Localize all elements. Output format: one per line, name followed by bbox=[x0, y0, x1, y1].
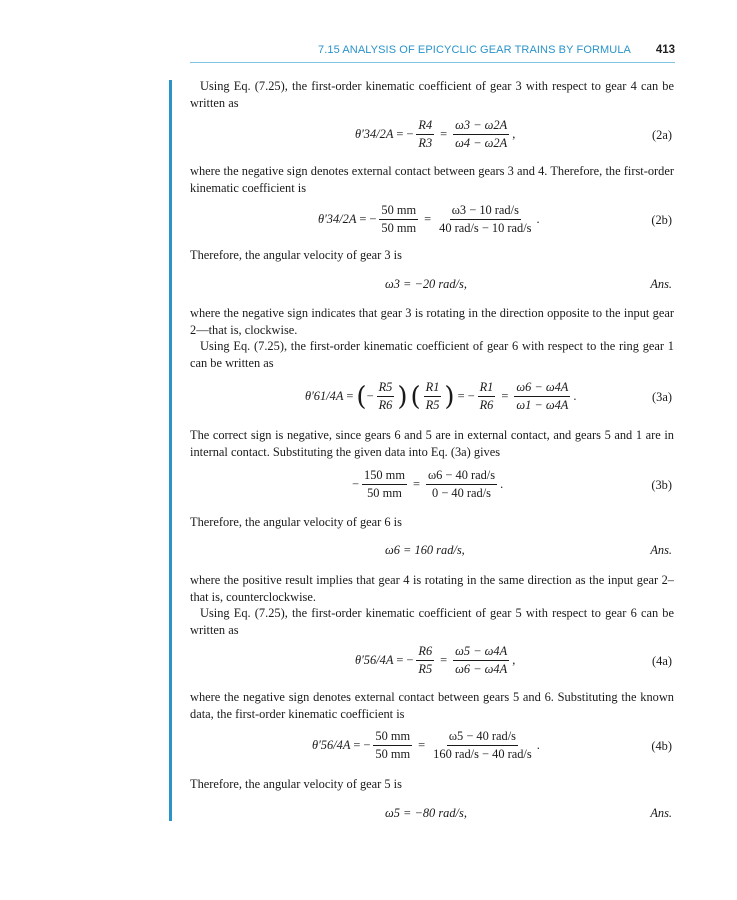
paragraph: where the negative sign denotes external contact between gears 3 and 4. Therefore, the first-order kinematic coefficient is bbox=[190, 164, 674, 195]
equation-number: (3b) bbox=[651, 478, 672, 492]
paragraph: where the negative sign indicates that gear 3 is rotating in the direction opposite to the input gear 2—that is, clockwise. bbox=[190, 306, 674, 337]
fraction: $\frac{R1}{R6}$ bbox=[479, 380, 494, 412]
paragraph: Therefore, the angular velocity of gear 3 is bbox=[190, 248, 402, 262]
ans-tag: Ans. bbox=[650, 806, 672, 820]
fraction: $\frac{\text{ω3 − 10 rad/s}}{\text{40 rad/s − 10 rad/s}}$ bbox=[439, 203, 532, 235]
equation-2a: θ′34/2A = − $\frac{R4}{R3}$ = $\frac{\omega 3 - \omega 2A}{\omega 4 - \omega 2A}$ , (2a) bbox=[355, 118, 672, 150]
fraction: $\frac{150 mm}{50 mm}$ bbox=[364, 468, 405, 500]
equation-2b: θ′34/2A = − $\frac{50 mm}{50 mm}$ = $\frac{\text{ω3 − 10 rad/s}}{\text{40 rad/s − 10 rad/s}}$ . (2b) bbox=[318, 203, 672, 235]
ans-tag: Ans. bbox=[650, 543, 672, 557]
answer-omega5 bbox=[190, 806, 674, 824]
fraction: $\frac{R1}{R5}$ bbox=[425, 380, 440, 412]
eq-lhs: θ′56/4A bbox=[355, 653, 394, 667]
paragraph: The correct sign is negative, since gears 6 and 5 are in external contact, and gears 5 and 1 are in internal contact. Substituting the given data into Eq. (3a) gives bbox=[190, 428, 674, 459]
section-title: 7.15 ANALYSIS OF EPICYCLIC GEAR TRAINS BY FORMULA bbox=[318, 44, 631, 56]
equation-4a: θ′56/4A = − $\frac{R6}{R5}$ = $\frac{\omega 5 - \omega 4A}{\omega 6 - \omega 4A}$ , (4a) bbox=[355, 644, 672, 676]
fraction: $\frac{\text{ω5 − 40 rad/s}}{\text{160 rad/s − 40 rad/s}}$ bbox=[433, 729, 532, 761]
equation-4b: θ′56/4A = − $\frac{50 mm}{50 mm}$ = $\frac{\text{ω5 − 40 rad/s}}{\text{160 rad/s − 40 rad/s}}$ . (4b) bbox=[312, 729, 672, 761]
eq-lhs: θ′34/2A bbox=[355, 127, 394, 141]
paragraph: where the negative sign denotes external contact between gears 5 and 6. Substituting the known data, the first-order kinematic coefficient is bbox=[190, 690, 674, 721]
fraction: $\frac{R4}{R3}$ bbox=[418, 118, 433, 150]
eq-lhs: θ′34/2A bbox=[318, 212, 357, 226]
equation-number: (4a) bbox=[652, 654, 672, 668]
fraction: $\frac{\text{ω6 − 40 rad/s}}{\text{0 − 40 rad/s}}$ bbox=[427, 468, 496, 500]
paragraph: Therefore, the angular velocity of gear 6 is bbox=[190, 515, 402, 529]
answer-omega3 bbox=[190, 277, 674, 295]
paragraph: Using Eq. (7.25), the first-order kinematic coefficient of gear 6 with respect to the ring gear 1 can be written as bbox=[190, 339, 674, 370]
equation-3a: θ′61/4A = ( − $\frac{R5}{R6}$ ) ( $\frac{R1}{R5}$ ) = − $\frac{R1}{R6}$ = $\frac{\omega 6 - \omega 4A}{\omega 1 - \omega 4A}$ . (3a) bbox=[305, 380, 672, 412]
equation-number: (2a) bbox=[652, 128, 672, 142]
answer-omega6 bbox=[190, 543, 674, 561]
paragraph: where the positive result implies that gear 4 is rotating in the same direction as the input gear 2–that is, counterclockwise. bbox=[190, 573, 674, 604]
result: ω5 = −80 rad/s, bbox=[385, 806, 467, 820]
equation-number: (2b) bbox=[651, 213, 672, 227]
paragraph: Using Eq. (7.25), the first-order kinematic coefficient of gear 5 with respect to gear 6 can be written as bbox=[190, 606, 674, 637]
fraction: $\frac{R5}{R6}$ bbox=[378, 380, 393, 412]
paragraph: Using Eq. (7.25), the first-order kinematic coefficient of gear 3 with respect to gear 4 can be written as bbox=[190, 79, 674, 110]
fraction: $\frac{50 mm}{50 mm}$ bbox=[375, 729, 411, 761]
fraction: $\frac{\omega 6 - \omega 4A}{\omega 1 - \omega 4A}$ bbox=[516, 380, 569, 412]
equation-number: (3a) bbox=[652, 390, 672, 404]
fraction: $\frac{R6}{R5}$ bbox=[418, 644, 433, 676]
fraction: $\frac{\omega 3 - \omega 2A}{\omega 4 - \omega 2A}$ bbox=[455, 118, 508, 150]
eq-lhs: θ′61/4A bbox=[305, 389, 344, 403]
page-number: 413 bbox=[655, 44, 675, 56]
ans-tag: Ans. bbox=[650, 277, 672, 291]
equation-3b: − $\frac{150 mm}{50 mm}$ = $\frac{\text{ω6 − 40 rad/s}}{\text{0 − 40 rad/s}}$ . (3b) bbox=[352, 468, 672, 500]
header-rule bbox=[190, 62, 675, 63]
fraction: $\frac{\omega 5 - \omega 4A}{\omega 6 - \omega 4A}$ bbox=[455, 644, 508, 676]
result: ω3 = −20 rad/s, bbox=[385, 277, 467, 291]
eq-lhs: θ′56/4A bbox=[312, 738, 351, 752]
equation-number: (4b) bbox=[651, 739, 672, 753]
fraction: $\frac{50 mm}{50 mm}$ bbox=[381, 203, 417, 235]
paragraph: Therefore, the angular velocity of gear 5 is bbox=[190, 777, 402, 791]
result: ω6 = 160 rad/s, bbox=[385, 543, 465, 557]
running-header bbox=[190, 44, 675, 64]
margin-bar bbox=[169, 80, 172, 821]
